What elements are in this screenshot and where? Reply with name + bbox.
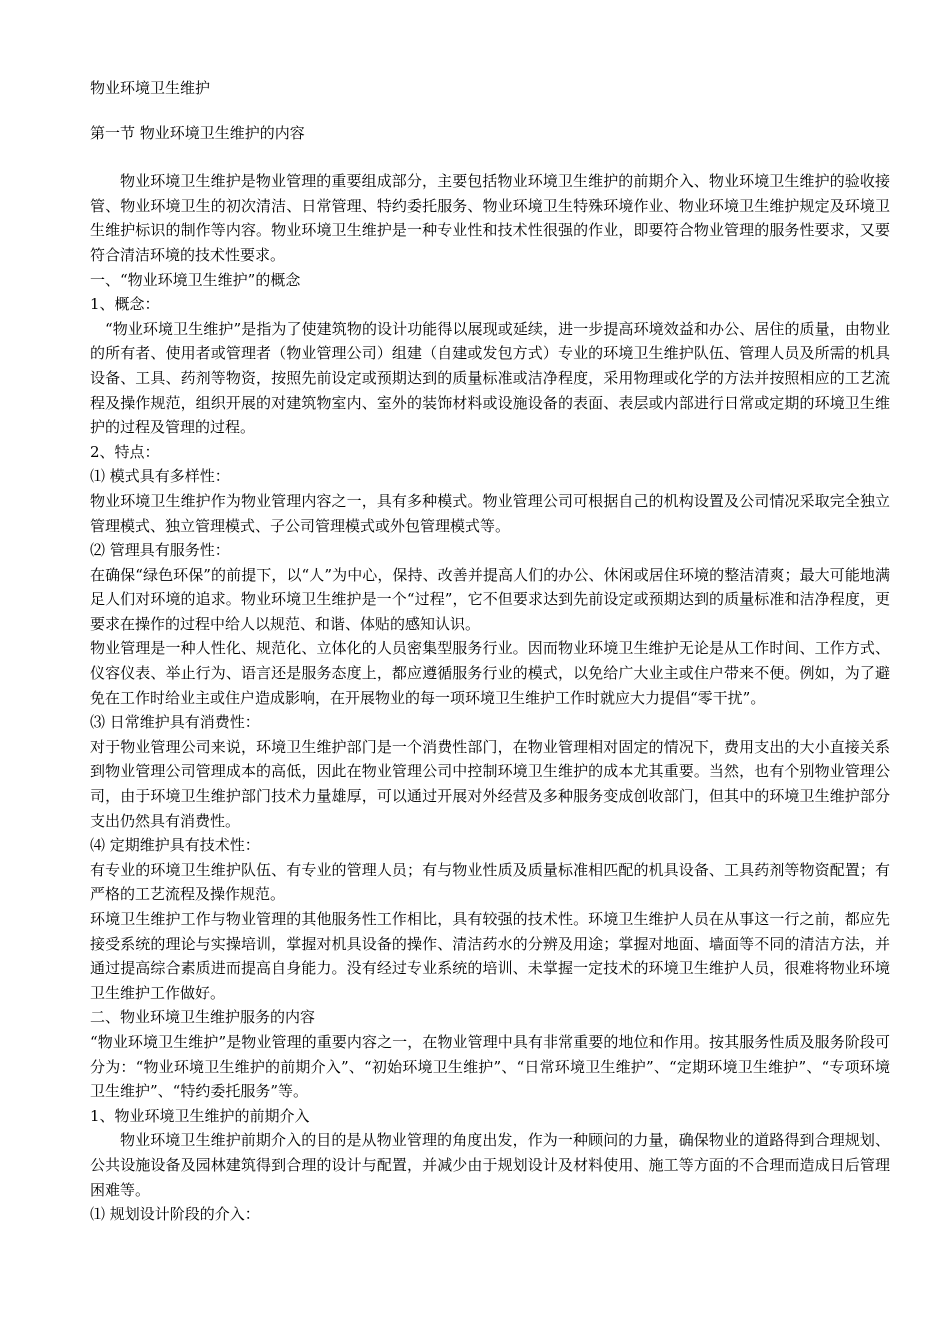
feature-2-paragraph-b: 物业管理是一种人性化、规范化、立体化的人员密集型服务行业。因而物业环境卫生维护无论是从工作时间、工作方式、仪容仪表、举止行为、语言还是服务态度上，都应遵循服务行业的模式，以免给广大业主或住户带来不便。例如，为了避免在工作时给业主或住户造成影响，在开展物业的每一项环境卫生维护工作时就应大力提倡“零干扰”。 bbox=[90, 639, 890, 707]
document-title: 物业环境卫生维护 bbox=[90, 79, 211, 97]
service-content-paragraph: “物业环境卫生维护”是物业管理的重要内容之一，在物业管理中具有非常重要的地位和作用。按其服务性质及服务阶段可分为：“物业环境卫生维护的前期介入”、“初始环境卫生维护”、“日常环境卫生维护”、“定期环境卫生维护”、“专项环境卫生维护”、“特约委托服务”等。 bbox=[90, 1032, 890, 1101]
document-body bbox=[90, 76, 890, 1227]
feature-1-heading: ⑴ 模式具有多样性： bbox=[90, 467, 230, 486]
subheading-early-intervention: 1、物业环境卫生维护的前期介入 bbox=[90, 1106, 310, 1125]
intro-paragraph: 物业环境卫生维护是物业管理的重要组成部分，主要包括物业环境卫生维护的前期介入、物业环境卫生维护的验收接管、物业环境卫生的初次清洁、日常管理、特约委托服务、物业环境卫生特殊环境作业、物业环境卫生维护规定及环境卫生维护标识的制作等内容。物业环境卫生维护是一种专业性和技术性很强的作业，即要符合物业管理的服务性要求，又要符合清洁环境的技术性要求。 bbox=[90, 172, 890, 264]
heading-concept: 一、“物业环境卫生维护”的概念 bbox=[90, 270, 301, 289]
planning-stage-heading: ⑴ 规划设计阶段的介入： bbox=[90, 1205, 260, 1224]
feature-4-paragraph-b: 环境卫生维护工作与物业管理的其他服务性工作相比，具有较强的技术性。环境卫生维护人员在从事这一行之前，都应先接受系统的理论与实操培训，掌握对机具设备的操作、清洁药水的分辨及用途；掌握对地面、墙面等不同的清洁方法，并通过提高综合素质进而提高自身能力。没有经过专业系统的培训、未掌握一定技术的环境卫生维护人员，很难将物业环境卫生维护工作做好。 bbox=[90, 910, 890, 1002]
subheading-concept: 1、概念： bbox=[90, 295, 160, 314]
subheading-features: 2、特点： bbox=[90, 442, 160, 461]
feature-2-heading: ⑵ 管理具有服务性： bbox=[90, 541, 230, 560]
feature-3-paragraph: 对于物业管理公司来说，环境卫生维护部门是一个消费性部门，在物业管理相对固定的情况下，费用支出的大小直接关系到物业管理公司管理成本的高低，因此在物业管理公司中控制环境卫生维护的成本尤其重要。当然，也有个别物业管理公司，由于环境卫生维护部门技术力量雄厚，可以通过开展对外经营及多种服务变成创收部门，但其中的环境卫生维护部分支出仍然具有消费性。 bbox=[90, 737, 890, 830]
section-title: 第一节 物业环境卫生维护的内容 bbox=[90, 123, 305, 142]
feature-4-paragraph-a: 有专业的环境卫生维护队伍、有专业的管理人员；有与物业性质及质量标准相匹配的机具设备、工具药剂等物资配置；有严格的工艺流程及操作规范。 bbox=[90, 860, 890, 904]
heading-service-content: 二、物业环境卫生维护服务的内容 bbox=[90, 1008, 316, 1027]
feature-1-paragraph: 物业环境卫生维护作为物业管理内容之一，具有多种模式。物业管理公司可根据自己的机构设置及公司情况采取完全独立管理模式、独立管理模式、子公司管理模式或外包管理模式等。 bbox=[90, 491, 890, 535]
paragraph-definition: “物业环境卫生维护”是指为了使建筑物的设计功能得以展现或延续，进一步提高环境效益和办公、居住的质量，由物业的所有者、使用者或管理者（物业管理公司）组建（自建或发包方式）专业的环境卫生维护队伍、管理人员及所需的机具设备、工具、药剂等物资，按照先前设定或预期达到的质量标准或洁净程度，采用物理或化学的方法并按照相应的工艺流程及操作规范，组织开展的对建筑物室内、室外的装饰材料或设施设备的表面、表层或内部进行日常或定期的环境卫生维护的过程及管理的过程。 bbox=[90, 319, 890, 437]
feature-2-paragraph-a: 在确保“绿色环保”的前提下，以“人”为中心，保持、改善并提高人们的办公、休闲或居住环境的整洁清爽；最大可能地满足人们对环境的追求。物业环境卫生维护是一个“过程”，它不但要求达到先前设定或预期达到的质量标准和洁净程度，更要求在操作的过程中给人以规范、和谐、体贴的感知认识。 bbox=[90, 565, 890, 633]
feature-4-heading: ⑷ 定期维护具有技术性： bbox=[90, 836, 260, 855]
early-intervention-paragraph: 物业环境卫生维护前期介入的目的是从物业管理的角度出发，作为一种顾问的力量，确保物业的道路得到合理规划、公共设施设备及园林建筑得到合理的设计与配置，并减少由于规划设计及材料使用、施工等方面的不合理而造成日后管理困难等。 bbox=[90, 1131, 890, 1199]
feature-3-heading: ⑶ 日常维护具有消费性： bbox=[90, 713, 260, 732]
